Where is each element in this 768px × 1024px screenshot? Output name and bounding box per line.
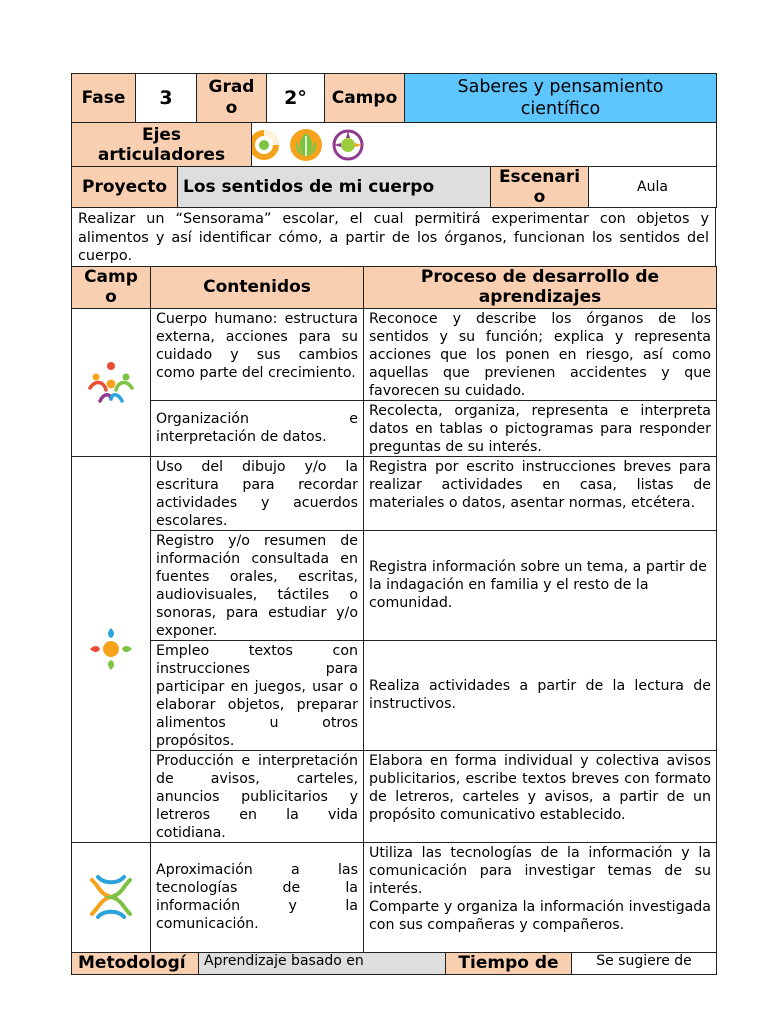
campo-cell: [72, 456, 151, 842]
inclusion-icon: [252, 127, 283, 163]
saberes-cientificos-icon: [77, 357, 145, 407]
proceso-cell: Reconoce y describe los órganos de los sentidos y su función; explica y representa acciones que los ponen en riesgo, así como aquellas que previenen accidentes y que favorecen su cuidado.: [364, 308, 717, 400]
tiempo-value: Se sugiere de: [572, 952, 717, 974]
de-lo-humano-icon: [77, 872, 145, 922]
campo-value: Saberes y pensamiento científico: [405, 74, 717, 123]
interculturalidad-icon: [330, 127, 366, 163]
contenidos-table: [71, 266, 717, 953]
col-campo-header: Campo: [72, 266, 151, 308]
campo-cell: [72, 842, 151, 952]
proyecto-label: Proyecto: [72, 167, 178, 208]
contenido-cell: Empleo textos con instrucciones para participar en juegos, usar o elaborar objetos, preparar alimentos u otros propósitos.: [151, 640, 364, 750]
contenido-cell: Cuerpo humano: estructura externa, acciones para su cuidado y sus cambios como parte del crecimiento.: [151, 308, 364, 400]
proceso-text: Utiliza las tecnologías de la información y la comunicación para investigar temas de su interés.: [369, 844, 711, 897]
table-row: [72, 640, 717, 750]
proceso-cell: Elabora en forma individual y colectiva avisos publicitarios, escribe textos breves con formato de letreros, carteles y avisos, a partir de un propósito comunicativo establecido.: [364, 750, 717, 842]
tiempo-label: Tiempo de: [446, 952, 572, 974]
contenido-cell: Aproximación a las tecnologías de la información y la comunicación.: [151, 842, 364, 952]
contenido-cell: Producción e interpretación de avisos, carteles, anuncios publicitarios y letreros en la vida cotidiana.: [151, 750, 364, 842]
proyecto-value: Los sentidos de mi cuerpo: [178, 167, 491, 208]
footer-table: [71, 952, 717, 975]
table-row: [72, 530, 717, 640]
proceso-cell: Registra por escrito instrucciones breves para realizar actividades en casa, listas de materiales o datos, asentar normas, etcétera.: [364, 456, 717, 530]
contenido-cell: Organización e interpretación de datos.: [151, 400, 364, 456]
table-row: [72, 456, 717, 530]
ejes-table: [71, 122, 717, 167]
escenario-label: Escenario: [491, 167, 589, 208]
table-row: [72, 400, 717, 456]
fase-label: Fase: [72, 74, 136, 123]
proceso-cell: [364, 842, 717, 952]
proceso-cell: Realiza actividades a partir de la lectura de instructivos.: [364, 640, 717, 750]
proceso-cell: Registra información sobre un tema, a partir de la indagación en familia y el resto de la comunidad.: [364, 530, 717, 640]
campo-label: Campo: [325, 74, 405, 123]
ejes-label: Ejes articuladores: [72, 123, 252, 167]
planning-sheet: [71, 73, 716, 975]
contenido-cell: Registro y/o resumen de información consultada en fuentes orales, escritas, audiovisuales, táctiles o sonoras, para estudiar y/o exponer.: [151, 530, 364, 640]
project-description: Realizar un “Sensorama” escolar, el cual permitirá experimentar con objetos y alimentos y así identificar cómo, a partir de los órganos, funcionan los sentidos del cuerpo.: [72, 208, 716, 267]
campo-cell: [72, 308, 151, 456]
metodologia-label: Metodologí: [72, 952, 199, 974]
contenido-cell: Uso del dibujo y/o la escritura para recordar actividades y acuerdos escolares.: [151, 456, 364, 530]
table-row: [72, 308, 717, 400]
escenario-value: Aula: [589, 167, 717, 208]
proceso-cell: Recolecta, organiza, representa e interpreta datos en tablas o pictogramas para responder preguntas de su interés.: [364, 400, 717, 456]
proyecto-table: [71, 166, 717, 208]
fase-value: 3: [136, 74, 197, 123]
col-contenidos-header: Contenidos: [151, 266, 364, 308]
lenguajes-icon: [77, 624, 145, 674]
proceso-text-2: Comparte y organiza la información investigada con sus compañeras y compañeros.: [369, 898, 711, 933]
col-proceso-header: Proceso de desarrollo de aprendizajes: [364, 266, 717, 308]
header-table: [71, 73, 717, 123]
metodologia-value: Aprendizaje basado en: [199, 952, 446, 974]
description-table: [71, 207, 716, 267]
table-row: [72, 842, 717, 952]
vida-saludable-icon: [288, 127, 324, 163]
grado-label: Grado: [197, 74, 267, 123]
grado-value: 2°: [267, 74, 325, 123]
table-row: [72, 750, 717, 842]
